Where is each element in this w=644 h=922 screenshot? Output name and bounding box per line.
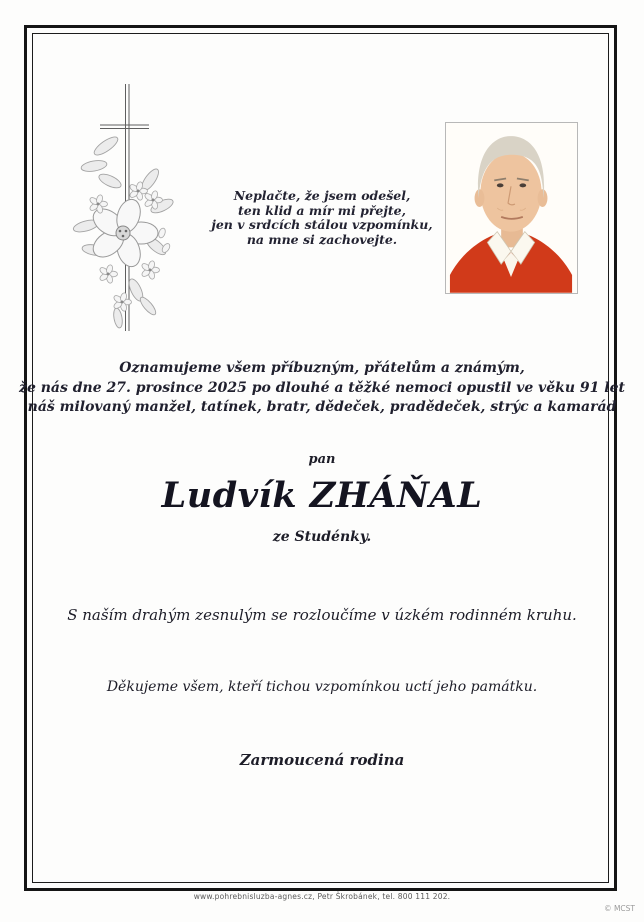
announcement-line: Oznamujeme všem příbuzným, přátelům a známým, bbox=[119, 360, 525, 376]
thanks-text: Děkujeme všem, kteří tichou vzpomínkou uctí jeho památku. bbox=[106, 679, 538, 695]
verse-line: jen v srdcích stálou vzpomínku, bbox=[211, 217, 433, 232]
farewell-text: S naším drahým zesnulým se rozloučíme v úzkém rodinném kruhu. bbox=[67, 606, 577, 624]
verse-line: na mne si zachovejte. bbox=[246, 231, 398, 247]
portrait-photo bbox=[445, 122, 578, 294]
announcement-line: že nás dne 27. prosince 2025 po dlouhé a těžké nemoci opustil ve věku 91 let bbox=[19, 379, 625, 396]
deceased-title: pan bbox=[308, 452, 336, 467]
signature-text: Zarmoucená rodina bbox=[239, 751, 405, 769]
deceased-name: Ludvík ZHÁŇAL bbox=[161, 475, 483, 516]
verse-line: Neplačte, že jsem odešel, bbox=[233, 188, 411, 203]
announcement-line: náš milovaný manžel, tatínek, bratr, dědeček, pradědeček, strýc a kamarád bbox=[27, 399, 617, 415]
announcement-text bbox=[0, 359, 644, 418]
copyright-mark: © MCST bbox=[604, 904, 635, 913]
funeral-service-contact: www.pohrebnisluzba-agnes.cz, Petr Škrobánek, tel. 800 111 202. bbox=[193, 892, 451, 901]
deceased-origin: ze Studénky. bbox=[272, 529, 372, 545]
verse-line: ten klid a mír mi přejte, bbox=[238, 202, 406, 218]
